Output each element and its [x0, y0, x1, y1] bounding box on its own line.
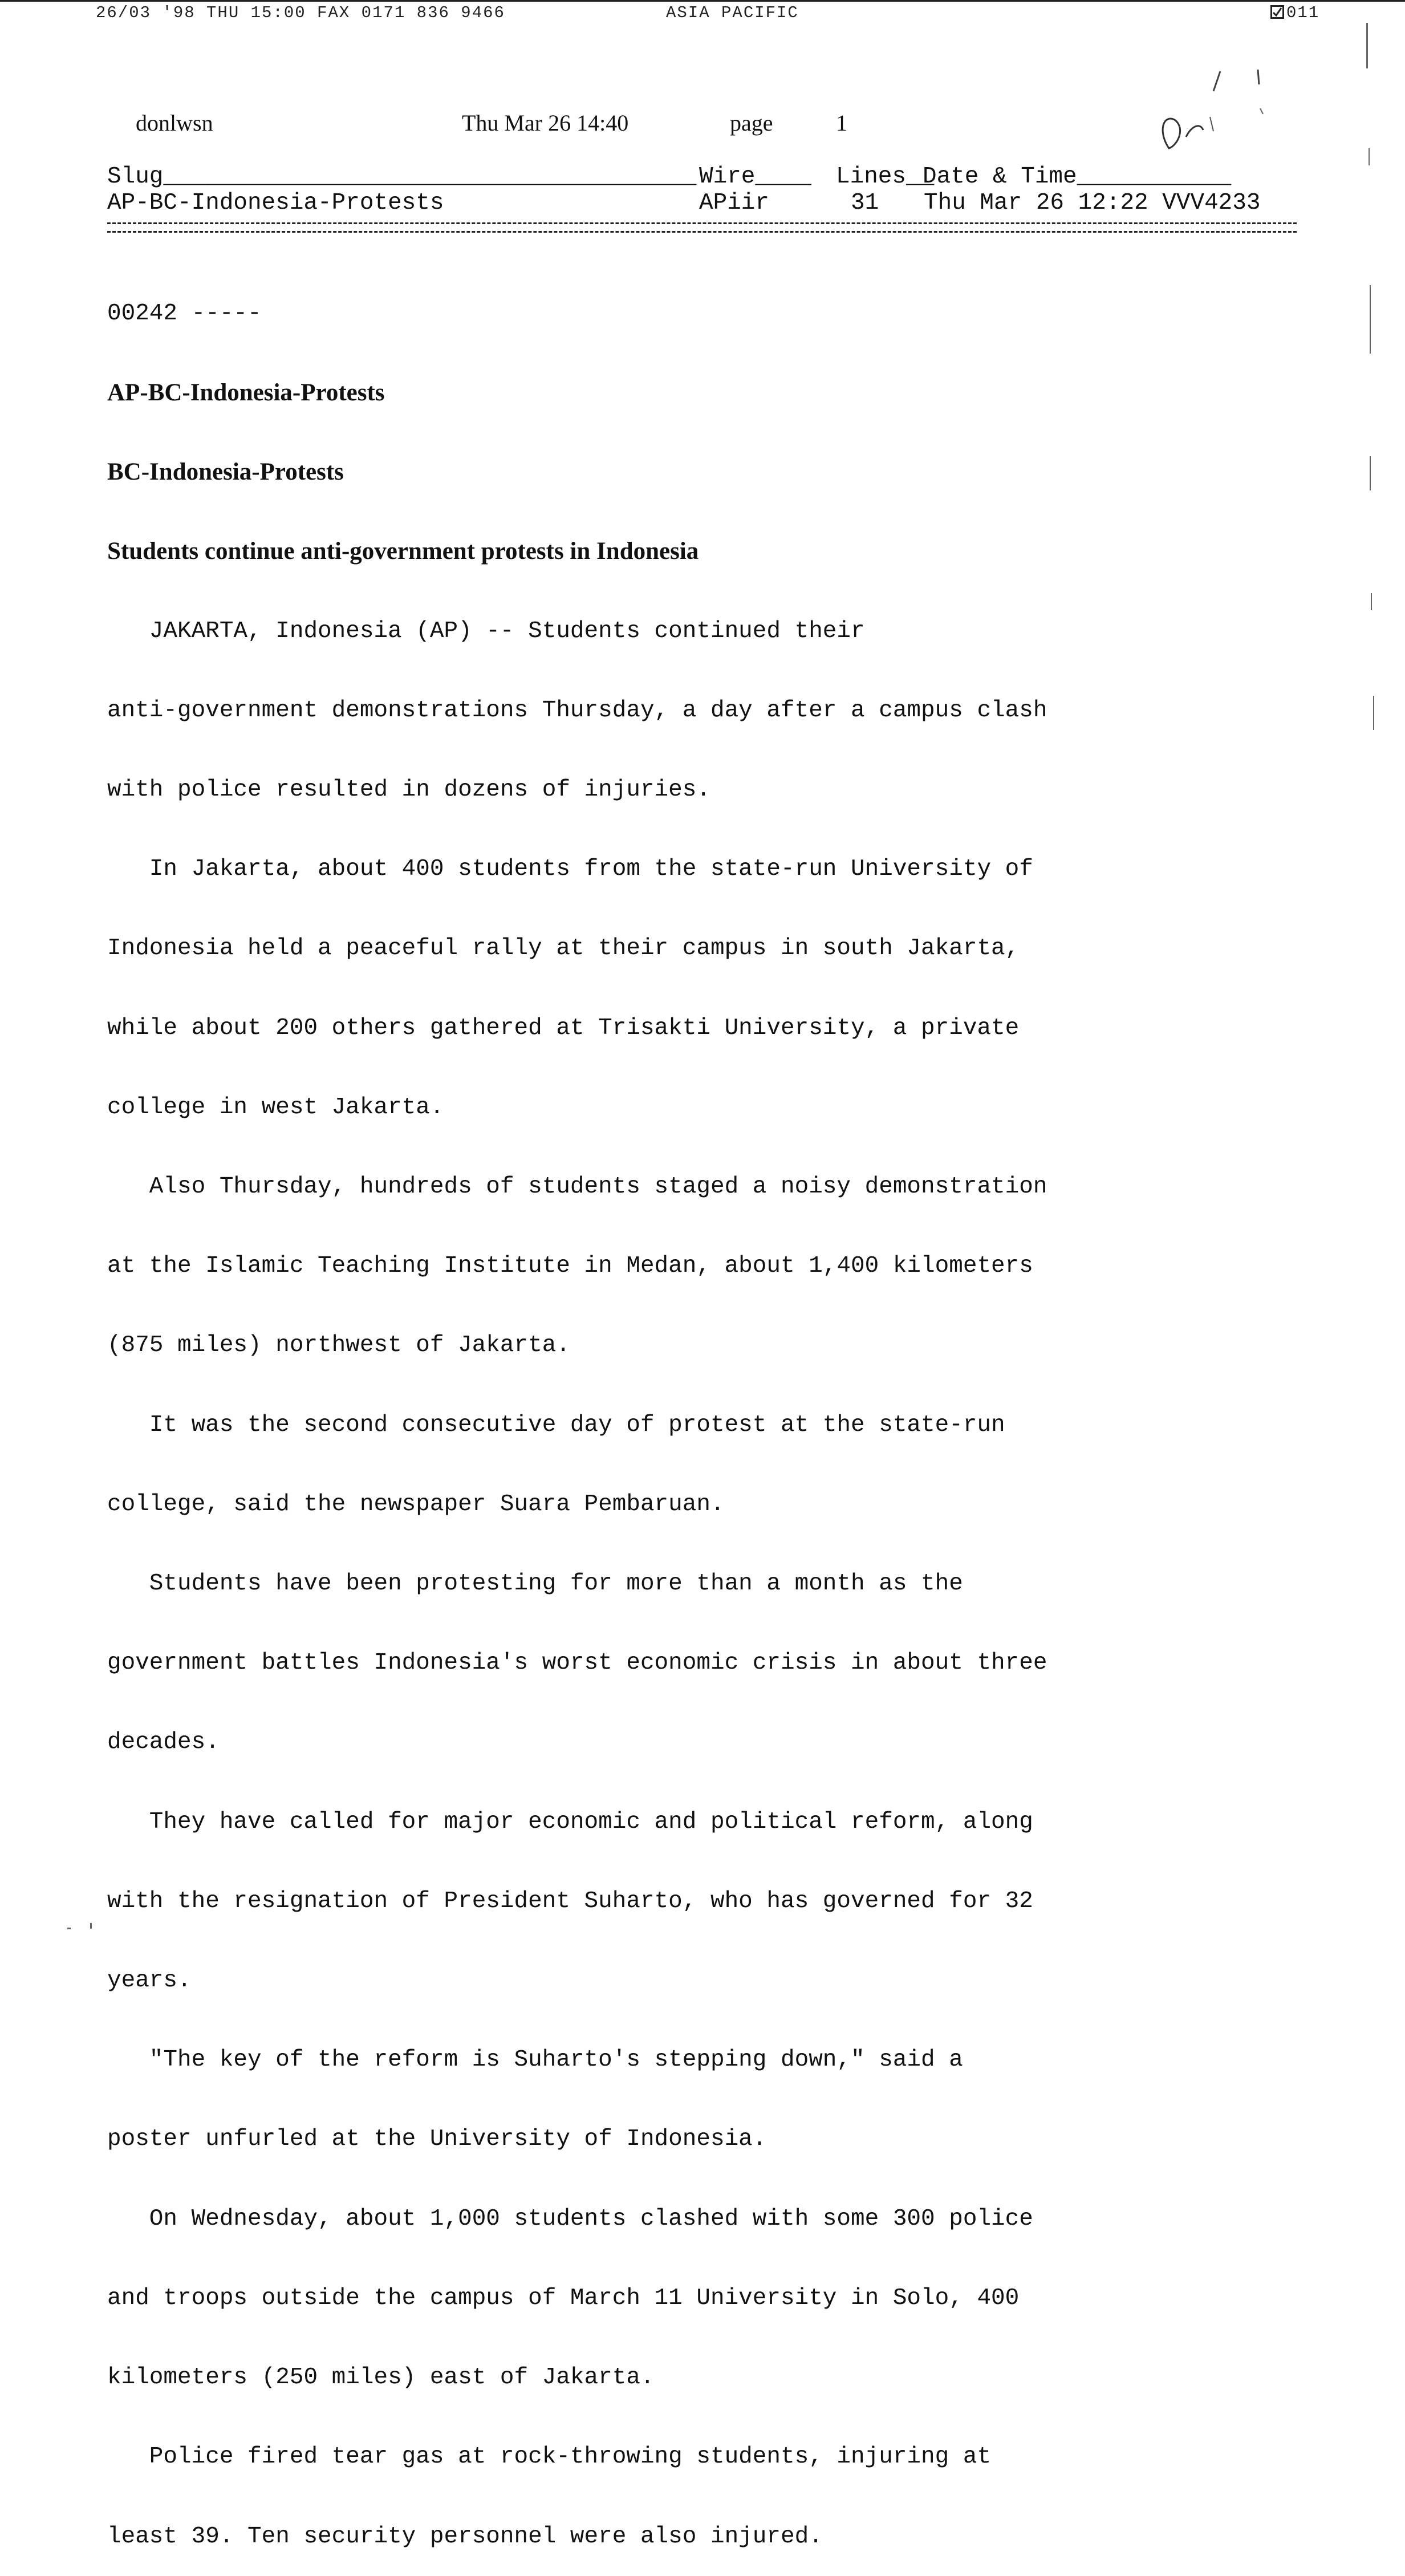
article-line: (875 miles) northwest of Jakarta. — [107, 1332, 570, 1359]
fax-top-edge — [0, 0, 1405, 2]
article-line: JAKARTA, Indonesia (AP) -- Students continued their — [107, 618, 865, 644]
page-header-user: donlwsn — [136, 110, 213, 136]
lines-header: Lines__ — [836, 164, 935, 190]
article-line: Indonesia held a peaceful rally at their campus in south Jakarta, — [107, 935, 1020, 962]
article-line: with police resulted in dozens of injuries. — [107, 777, 710, 804]
article-line: and troops outside the campus of March 11 University in Solo, 400 — [107, 2285, 1020, 2311]
scan-artifact — [90, 1923, 92, 1929]
article-body — [107, 248, 1305, 2576]
headline: Students continue anti-government protests in Indonesia — [107, 538, 699, 565]
article-line: Police fired tear gas at rock-throwing students, injuring at — [107, 2444, 992, 2470]
article-line: decades. — [107, 1729, 220, 1756]
article-line: years. — [107, 1968, 192, 1994]
article-line: It was the second consecutive day of protest at the state-run — [107, 1411, 1005, 1438]
article-line: "The key of the reform is Suharto's stepping down," said a — [107, 2047, 963, 2074]
scan-artifact — [1369, 148, 1370, 165]
article-line: anti-government demonstrations Thursday, a day after a campus clash — [107, 697, 1047, 724]
article-line: while about 200 others gathered at Trisakti University, a private — [107, 1015, 1020, 1041]
page-header-page-label: page — [730, 110, 773, 136]
scan-artifact — [1371, 593, 1372, 610]
article-line: In Jakarta, about 400 students from the state-run University of — [107, 856, 1033, 883]
page-header-datetime: Thu Mar 26 14:40 — [462, 110, 629, 136]
wire-header: Wire____ — [699, 164, 811, 190]
separator-rule — [107, 222, 1297, 233]
article-line: with the resignation of President Suharto, who has governed for 32 — [107, 1888, 1033, 1914]
story-id: 00242 ----- — [107, 300, 262, 327]
article-line: They have called for major economic and political reform, along — [107, 1808, 1033, 1835]
article-line: at the Islamic Teaching Institute in Medan, about 1,400 kilometers — [107, 1253, 1033, 1280]
fax-checkbox-icon — [1270, 5, 1284, 19]
slug-line-1: AP-BC-Indonesia-Protests — [107, 379, 385, 407]
article-line: On Wednesday, about 1,000 students clashed with some 300 police — [107, 2205, 1033, 2232]
date-time-header: Date & Time___________ — [923, 164, 1232, 190]
slug-line-2: BC-Indonesia-Protests — [107, 459, 344, 486]
slug-header: Slug______________________________________ — [107, 164, 697, 190]
scan-artifact — [1366, 23, 1368, 68]
article-line: college, said the newspaper Suara Pembaruan. — [107, 1491, 725, 1518]
fax-header-info: 26/03 '98 THU 15:00 FAX 0171 836 9466 — [96, 3, 505, 22]
date-time-value: Thu Mar 26 12:22 VVV4233 — [924, 190, 1261, 216]
slug-value: AP-BC-Indonesia-Protests — [107, 190, 444, 216]
scan-artifact — [67, 1928, 71, 1929]
article-line: poster unfurled at the University of Indonesia. — [107, 2126, 767, 2153]
article-line: college in west Jakarta. — [107, 1094, 444, 1121]
lines-value: 31 — [851, 190, 879, 216]
article-line: Also Thursday, hundreds of students staged a noisy demonstration — [107, 1174, 1047, 1200]
scan-artifact — [1373, 696, 1374, 730]
article-line: government battles Indonesia's worst economic crisis in about three — [107, 1650, 1047, 1677]
handwritten-mark-icon — [1146, 63, 1283, 154]
fax-header-page: 011 — [1270, 5, 1319, 21]
scan-artifact — [1370, 456, 1371, 490]
fax-header-sender: ASIA PACIFIC — [666, 3, 799, 22]
scan-artifact — [1370, 285, 1371, 354]
article-line: Students have been protesting for more than a month as the — [107, 1571, 963, 1597]
article-line: kilometers (250 miles) east of Jakarta. — [107, 2364, 655, 2391]
page-header-page-number: 1 — [836, 110, 847, 136]
wire-value: APiir — [699, 190, 770, 216]
article-line: least 39. Ten security personnel were also injured. — [107, 2523, 823, 2550]
